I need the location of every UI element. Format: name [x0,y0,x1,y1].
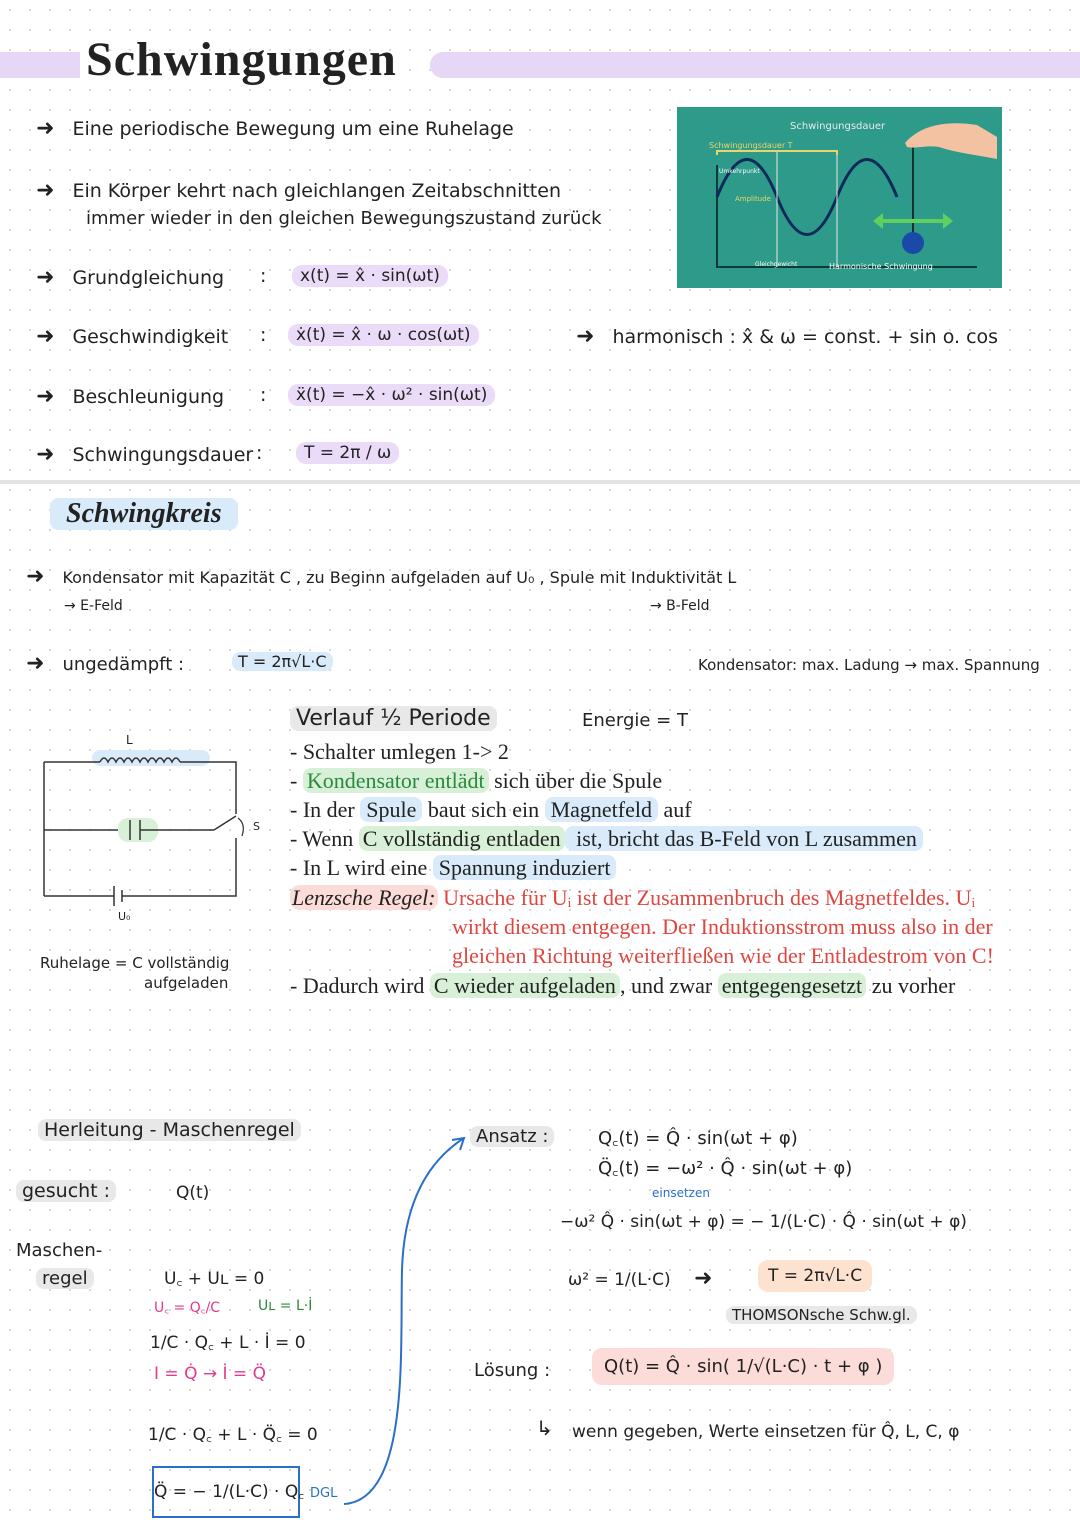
formula-expr: T = 2π / ω [296,442,399,464]
text: - In L wird eine [290,855,433,880]
intro-text-1: Eine periodische Bewegung um eine Ruhelage [72,118,514,140]
gesucht-value: Q(t) [176,1183,210,1203]
harmonic-note: ➜ harmonisch : x̂ & ω = const. + sin o. cos [576,324,999,349]
intro-line2: ➜ Ein Körper kehrt nach gleichlangen Zeitabschnitten [36,178,561,203]
formula-row-grund: ➜ Grundgleichung [36,265,225,290]
text: auf [657,797,692,822]
eq5: 1/C · Q꜀ + L · Q̈꜀ = 0 [148,1425,318,1445]
highlight: entgegengesetzt [718,973,867,998]
formula-row-geschw: ➜ Geschwindigkeit [36,324,229,349]
thomson-formula: T = 2π√L·C [758,1260,872,1292]
loesung-label: Lösung : [474,1360,551,1381]
formula-label: Schwingungsdauer [72,444,254,466]
ansatz-eq3: −ω² Q̂ · sin(ωt + φ) = − 1/(L·C) · Q̂ · sin(ωt + φ) [560,1212,967,1232]
dgl-tag: DGL [310,1486,338,1501]
figure-caption: Harmonische Schwingung [829,262,933,271]
eq2a: U꜀ = Q꜀/C [154,1300,221,1316]
text: baut sich ein [422,797,545,822]
schwingkreis-heading: Schwingkreis [50,498,238,530]
lenz-label: Lenzsche Regel: [292,885,436,910]
undamped-label: ungedämpft : [62,654,185,675]
verlauf-step-2 [290,768,662,794]
title-band-left [0,52,80,78]
verlauf-step-3 [290,797,692,823]
battery-label: U₀ [118,910,131,923]
hand-icon [905,123,997,159]
schwingkreis-text-1: Kondensator mit Kapazität C , zu Beginn aufgeladen auf U₀ , Spule mit Induktivität L [62,568,737,587]
ansatz-label: Ansatz : [470,1126,554,1147]
thomson-text: THOMSONsche Schw.gl. [726,1306,917,1324]
lenz-text-3: gleichen Richtung weiterfließen wie der Entladestrom von C! [452,943,994,968]
highlight: Kondensator entlädt [303,768,489,793]
title-band-right [430,52,1080,78]
formula-expr: ẋ(t) = x̂ · ω · cos(ωt) [288,324,479,346]
text: - Dadurch wird [290,973,430,998]
text: - [290,768,303,793]
formula-colon: : [260,324,267,346]
intro-text-2b: immer wieder in den gleichen Bewegungszustand zurück [86,208,602,229]
energy-note: Energie = T [582,710,688,731]
gesucht-label: gesucht : [16,1180,116,1202]
formula-colon: : [260,265,267,287]
page-title: Schwingungen [86,33,397,86]
highlight: Spannung induziert [433,855,617,880]
highlight: C wieder aufgeladen [430,973,620,998]
eq1-text: U꜀ + Uʟ = 0 [164,1269,265,1289]
loesung-formula: Q(t) = Q̂ · sin( 1/√(L·C) · t + φ ) [592,1348,894,1385]
maschen-label-2: regel [36,1268,94,1289]
intro-text-2a: Ein Körper kehrt nach gleichlangen Zeitabschnitten [72,180,561,202]
implies-arrow: ➜ [694,1266,713,1291]
verlauf-heading: Verlauf ½ Periode [290,706,497,731]
text: - Wenn [290,826,359,851]
figure-amplitude: Amplitude [735,195,771,203]
schwingkreis-line1: ➜ Kondensator mit Kapazität C , zu Beginn aufgeladen auf U₀ , Spule mit Induktivität L [26,564,737,589]
rest-note: Ruhelage = C vollständig [40,954,230,972]
rest-note-2: aufgeladen [144,974,229,992]
eq4: I = Q̇ → İ = Q̈ [154,1364,266,1384]
figure-period-label: Schwingungsdauer T [709,141,793,150]
highlight: C vollständig entladen [359,826,565,851]
oscillation-diagram [677,107,1002,288]
efield-note: → E-Feld [64,598,123,614]
lenz-rule [290,885,975,911]
text: - In der [290,797,361,822]
formula-colon: : [260,384,267,406]
verlauf-step-1: - Schalter umlegen 1-> 2 [290,739,509,764]
pendulum-ball [902,232,924,254]
capacitor-note: Kondensator: max. Ladung → max. Spannung [698,656,1040,674]
formula-label: Grundgleichung [72,267,225,289]
verlauf-step-6 [290,973,955,999]
ansatz-eq2: Q̈꜀(t) = −ω² · Q̂ · sin(ωt + φ) [598,1158,853,1179]
formula-expr: x(t) = x̂ · sin(ωt) [292,265,448,287]
text: sich über die Spule [488,768,663,793]
einsetzen-note: einsetzen [652,1186,710,1200]
formula-expr: ẍ(t) = −x̂ · ω² · sin(ωt) [288,384,495,406]
intro-line1: ➜ Eine periodische Bewegung um eine Ruhelage [36,116,514,141]
highlight: Spule [360,797,422,822]
switch-label: S [253,820,260,833]
herleitung-heading: Herleitung - Maschenregel [38,1119,301,1141]
dgl-box: Q̈ = − 1/(L·C) · Q꜀ [152,1466,300,1518]
verlauf-step-4 [290,826,923,852]
thomson-label [726,1306,917,1324]
figure-turning-point: Umkehrpunkt [719,168,760,175]
text: , und zwar [619,973,718,998]
eq3: 1/C · Q꜀ + L · İ = 0 [150,1333,306,1353]
undamped-formula: T = 2π√L·C [232,652,333,671]
lc-circuit-diagram [30,730,280,930]
switch [214,816,236,830]
formula-label: Geschwindigkeit [72,326,229,348]
eq2b: Uʟ = L·İ [258,1298,313,1314]
formula-label: Beschleunigung [72,386,225,408]
text: zu vorher [866,973,956,998]
formula-row-dauer: ➜ Schwingungsdauer [36,442,254,467]
dgl-arrow [340,1130,470,1510]
inductor-label: L [126,733,133,747]
oscillation-figure [677,107,1002,288]
highlight: Magnetfeld [545,797,658,822]
formula-colon: : [256,442,263,464]
lenz-text: Ursache für Uᵢ ist der Zusammenbruch des Magnetfeldes. Uᵢ [443,885,976,910]
verlauf-step-5 [290,855,616,881]
bfield-note: → B-Feld [650,598,710,614]
eq1 [164,1266,264,1289]
figure-equilibrium: Gleichgewicht [755,261,798,268]
hint-arrow: ↳ [536,1416,553,1440]
harmonic-text: harmonisch : x̂ & ω = const. + sin o. cos [612,326,999,348]
formula-row-beschl: ➜ Beschleunigung [36,384,225,409]
ansatz-eq4: ω² = 1/(L·C) [568,1270,671,1290]
maschen-label: Maschen- [16,1240,103,1261]
section-divider [0,480,1080,484]
undamped-row: ➜ ungedämpft : [26,651,185,676]
lenz-text-2: wirkt diesem entgegen. Der Induktionsstrom muss also in der [452,914,993,939]
figure-title: Schwingungsdauer [790,121,886,132]
highlight: ist, bricht das B-Feld von L zusammen [565,826,923,851]
hint-text: wenn gegeben, Werte einsetzen für Q̂, L, C, φ [572,1422,960,1442]
ansatz-eq1: Q꜀(t) = Q̂ · sin(ωt + φ) [598,1128,798,1149]
